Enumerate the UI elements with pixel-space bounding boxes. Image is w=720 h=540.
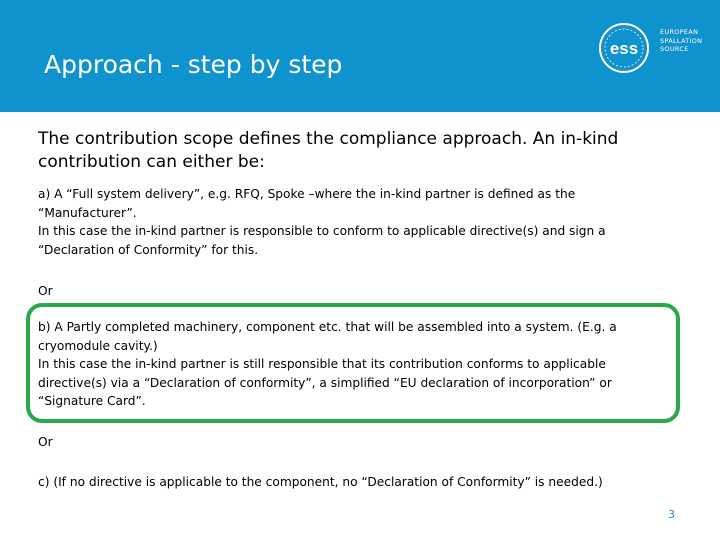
option-b [38, 318, 688, 411]
option-b-line: directive(s) via a “Declaration of conformity”, a simplified “EU declaration of incorporation” or [38, 375, 612, 390]
option-b-line: “Signature Card”. [38, 394, 146, 408]
option-b-line: In this case the in-kind partner is still responsible that its contribution conforms to applicable [38, 357, 606, 371]
ess-logo [594, 20, 714, 76]
logo-line: EUROPEAN [660, 28, 699, 36]
logo-wordmark [660, 28, 702, 54]
option-b-line: b) A Partly completed machinery, component etc. that will be assembled into a system. (E.g. a [38, 320, 617, 334]
option-a-line: a) A “Full system delivery”, e.g. RFQ, Spoke –where the in-kind partner is defined as the [38, 187, 576, 201]
option-a-line: “Manufacturer”. [38, 205, 137, 220]
or-separator: Or [38, 435, 53, 449]
lead-statement: The contribution scope defines the compliance approach. An in-kind contribution can either be: [38, 129, 619, 172]
ess-logo-icon [594, 20, 658, 76]
option-a-line: “Declaration of Conformity” for this. [38, 242, 259, 257]
option-c: c) (If no directive is applicable to the component, no “Declaration of Conformity” is needed.) [38, 475, 603, 489]
logo-mark: ess [609, 39, 639, 58]
logo-line: SOURCE [660, 45, 689, 53]
option-a-line: In this case the in-kind partner is responsible to conform to applicable directive(s) and sign a [38, 224, 606, 238]
or-separator: Or [38, 284, 53, 298]
option-b-line: cryomodule cavity.) [38, 338, 158, 353]
logo-line: SPALLATION [660, 36, 703, 45]
option-a [38, 185, 688, 259]
slide-title: Approach - step by step [44, 50, 343, 79]
page-number: 3 [668, 508, 675, 521]
